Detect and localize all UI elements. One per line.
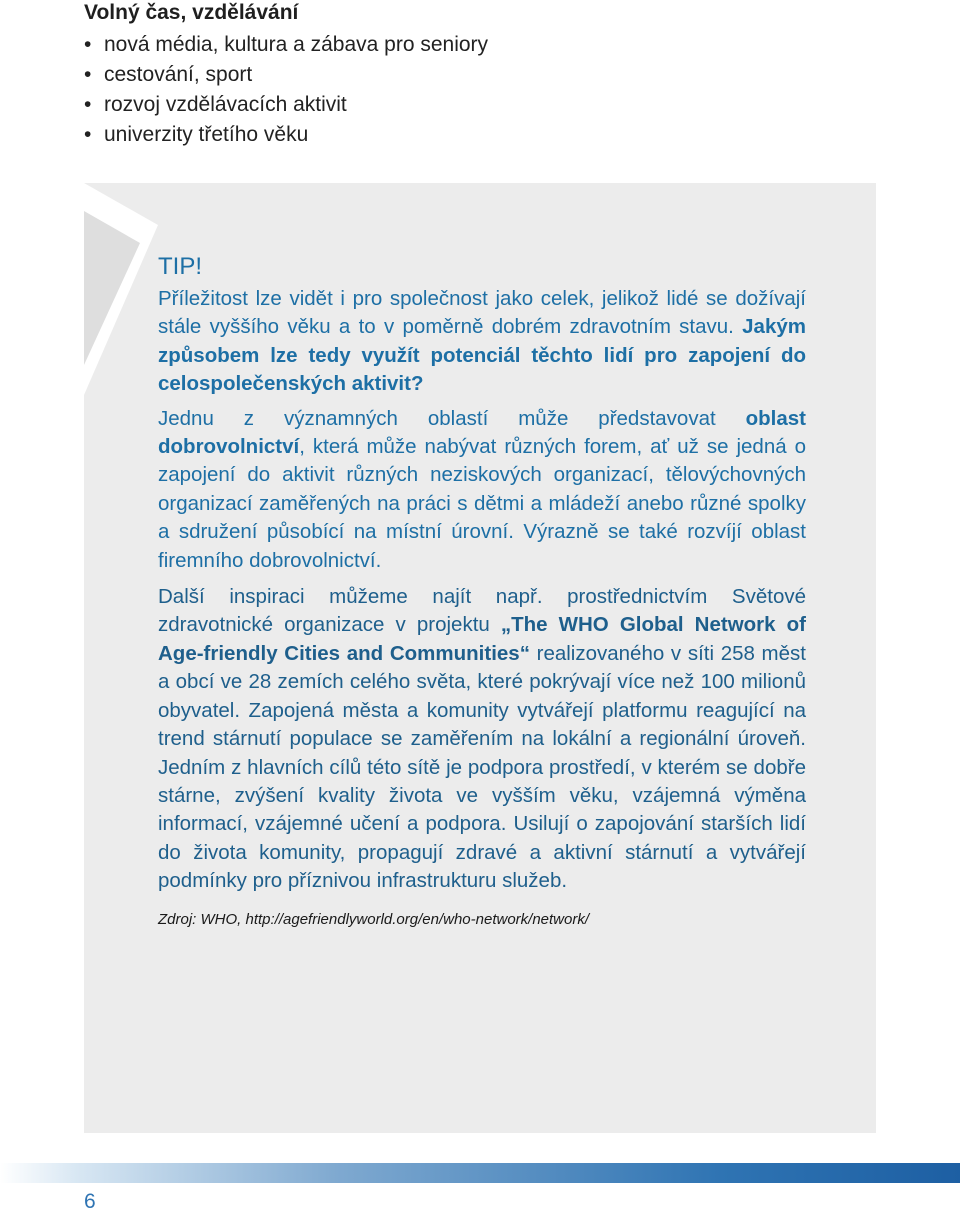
section-heading: Volný čas, vzdělávání: [84, 1, 299, 24]
volunteering-text-a: Jednu z významných oblastí může představovat: [158, 406, 746, 430]
page-number: 6: [84, 1190, 96, 1213]
list-item: • rozvoj vzdělávacích aktivit: [84, 90, 784, 120]
volunteering-text-b: , která může nabývat různých forem, ať už se jedná o zapojení do aktivit různých neziskových organizací, tělovýchovných organizací zaměřených na práci s dětmi a mládeží anebo různé spolky a sdružení působící na místní úrovní. Výrazně se také rozvíjí oblast firemního dobrovolnictví.: [158, 435, 806, 572]
list-item: • univerzity třetího věku: [84, 120, 784, 150]
who-text-b: realizovaného v síti 258 měst a obcí ve 28 zemích celého světa, které pokrývají více než 100 milionů obyvatel. Zapojená města a komunity vytvářejí platformu reagující na trend stárnutí populace se zaměřením na lokální a regionální úroveň. Jedním z hlavních cílů této sítě je podpora prostředí, v kterém se dobře stárne, zvýšení kvality života ve vyšším věku, vzájemná výměna informací, vzájemné učení a podpora. Usilují o zapojování starších lidí do života komunity, propagují zdravé a aktivní stárnutí a vytvářejí podmínky pro příznivou infrastrukturu služeb.: [158, 641, 806, 893]
tip-box: [84, 183, 876, 1133]
tip-paragraph-intro: [158, 285, 806, 399]
tip-title: TIP!: [158, 253, 203, 280]
bullet-list: [84, 30, 784, 150]
volunteering-highlight: oblast dobrovolnictví: [158, 406, 806, 459]
source-citation: Zdroj: WHO, http://agefriendlyworld.org/en/who-network/network/: [158, 910, 590, 928]
leisure-education-section: [84, 0, 784, 150]
who-text-a: Další inspiraci můžeme najít např. prostřednictvím Světové zdravotnické organizace v projektu: [158, 585, 806, 637]
list-item: • cestování, sport: [84, 60, 784, 90]
footer-gradient-bar: [0, 1163, 960, 1183]
tip-paragraph-who: [158, 583, 806, 895]
intro-question: Jakým způsobem lze tedy využít potenciál těchto lidí pro zapojení do celospolečenských aktivit?: [158, 315, 806, 396]
tip-content: [158, 253, 806, 930]
intro-text: Příležitost lze vidět i pro společnost jako celek, jelikož lidé se dožívají stále vyššího věku a to v poměrně dobrém zdravotním stavu.: [158, 287, 806, 339]
tip-paragraph-volunteering: [158, 405, 806, 575]
who-project-name: „The WHO Global Network of Age-friendly Cities and Communities“: [158, 613, 806, 665]
corner-decoration-icon: [84, 183, 164, 423]
list-item: • nová média, kultura a zábava pro seniory: [84, 30, 784, 60]
